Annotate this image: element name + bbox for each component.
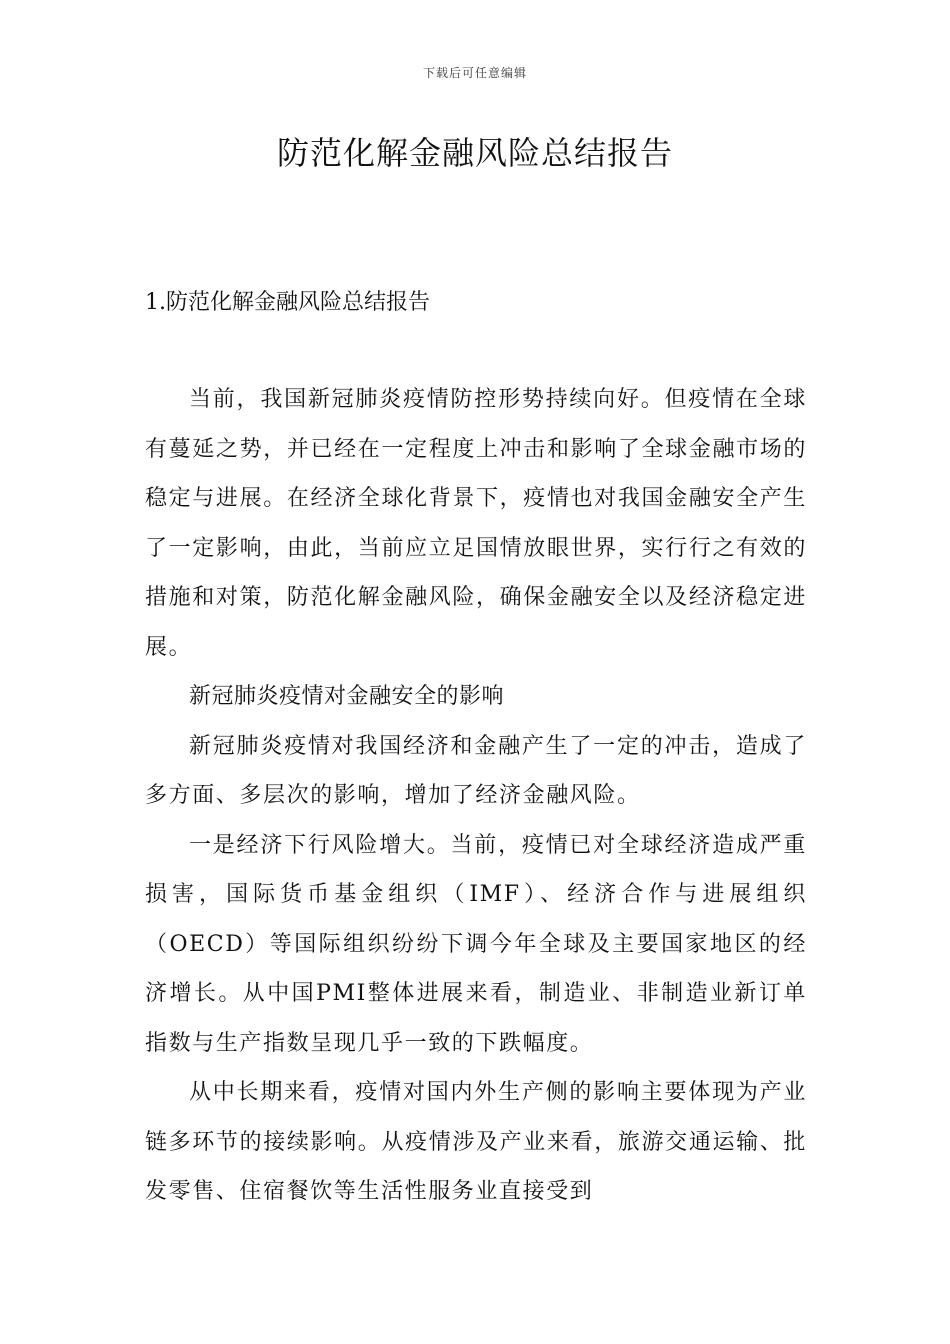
- section-heading: 1.防范化解金融风险总结报告: [145, 290, 430, 315]
- paragraph-impact: 新冠肺炎疫情对我国经济和金融产生了一定的冲击，造成了多方面、多层次的影响，增加了经济金融风险。: [145, 733, 807, 808]
- paragraph-subheading: 新冠肺炎疫情对金融安全的影响: [189, 684, 505, 709]
- document-body: [145, 375, 807, 1217]
- header-note: 下载后可任意编辑: [422, 66, 527, 80]
- paragraph-economic-risk: 一是经济下行风险增大。当前，疫情已对全球经济造成严重损害，国际货币基金组织（IMF）、经济合作与进展组织（OECD）等国际组织纷纷下调今年全球及主要国家地区的经济增长。从中国PMI整体进展来看，制造业、非制造业新订单指数与生产指数呈现几乎一致的下跌幅度。: [145, 832, 807, 1056]
- paragraph-intro: 当前，我国新冠肺炎疫情防控形势持续向好。但疫情在全球有蔓延之势，并已经在一定程度上冲击和影响了全球金融市场的稳定与进展。在经济全球化背景下，疫情也对我国金融安全产生了一定影响，由此，当前应立足国情放眼世界，实行行之有效的措施和对策，防范化解金融风险，确保金融安全以及经济稳定进展。: [145, 387, 807, 660]
- document-title: 防范化解金融风险总结报告: [276, 134, 673, 172]
- paragraph-long-term: 从中长期来看，疫情对国内外生产侧的影响主要体现为产业链多环节的接续影响。从疫情涉及产业来看，旅游交通运输、批发零售、住宿餐饮等生活性服务业直接受到: [145, 1080, 807, 1204]
